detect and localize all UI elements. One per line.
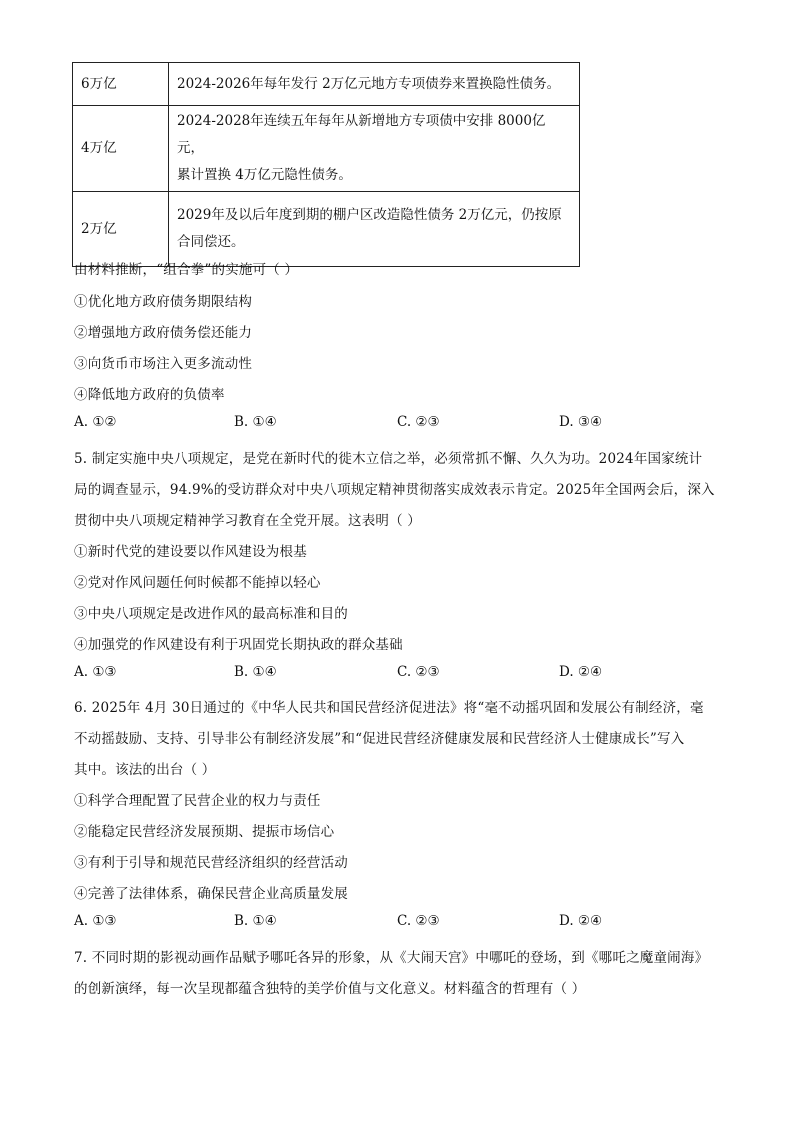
q5-options xyxy=(74,664,634,684)
amount-cell: 2万亿 xyxy=(73,192,169,267)
q4-item-4: ④降低地方政府的负债率 xyxy=(74,387,225,403)
q5-stem-line-1: 5. 制定实施中央八项规定，是党在新时代的徙木立信之举，必须常抓不懈、久久为功。2024年国家统计 xyxy=(74,451,703,467)
q6-item-4: ④完善了法律体系，确保民营企业高质量发展 xyxy=(74,886,348,902)
q6-options xyxy=(74,913,634,933)
table-row xyxy=(73,106,580,192)
option-c[interactable]: C. ②③ xyxy=(397,414,440,430)
option-b[interactable]: B. ①④ xyxy=(234,664,277,680)
option-d[interactable]: D. ③④ xyxy=(559,414,603,430)
description-cell xyxy=(169,106,580,192)
option-c[interactable]: C. ②③ xyxy=(397,664,440,680)
option-b[interactable]: B. ①④ xyxy=(234,414,277,430)
q7-stem-line-2: 的创新演绎，每一次呈现都蕴含独特的美学价值与文化意义。材料蕴含的哲理有（ ） xyxy=(74,981,586,997)
q5-item-3: ③中央八项规定是改进作风的最高标准和目的 xyxy=(74,606,348,622)
q7-stem-line-1: 7. 不同时期的影视动画作品赋予哪吒各异的形象，从《大闹天宫》中哪吒的登场，到《哪吒之魔童闹海》 xyxy=(74,950,709,966)
q4-options xyxy=(74,414,634,434)
description-line: 2029年及以后年度到期的棚户区改造隐性债务 2万亿元，仍按原 xyxy=(177,207,562,223)
table-row xyxy=(73,63,580,106)
q4-item-1: ①优化地方政府债务期限结构 xyxy=(74,294,253,310)
q5-stem-line-3: 贯彻中央八项规定精神学习教育在全党开展。这表明（ ） xyxy=(74,513,421,529)
option-b[interactable]: B. ①④ xyxy=(234,913,277,929)
q4-item-2: ②增强地方政府债务偿还能力 xyxy=(74,325,253,341)
description-line: 2024-2028年连续五年每年从新增地方专项债中安排 8000亿元， xyxy=(177,113,546,156)
description-cell xyxy=(169,63,580,106)
q4-stem: 由材料推断，“组合拳”的实施可（ ） xyxy=(74,262,299,278)
description-cell xyxy=(169,192,580,267)
option-a[interactable]: A. ①② xyxy=(74,414,117,430)
debt-replacement-table xyxy=(72,62,580,267)
option-a[interactable]: A. ①③ xyxy=(74,913,117,929)
option-d[interactable]: D. ②④ xyxy=(559,913,603,929)
q4-item-3: ③向货币市场注入更多流动性 xyxy=(74,356,253,372)
q6-stem-line-2: 不动摇鼓励、支持、引导非公有制经济发展”和“促进民营经济健康发展和民营经济人士健康成长”写入 xyxy=(74,731,685,747)
description-line: 累计置换 4万亿元隐性债务。 xyxy=(177,167,352,183)
q5-item-2: ②党对作风问题任何时候都不能掉以轻心 xyxy=(74,575,321,591)
q5-item-4: ④加强党的作风建设有利于巩固党长期执政的群众基础 xyxy=(74,637,403,653)
table-row xyxy=(73,192,580,267)
q6-stem-line-1: 6. 2025年 4月 30日通过的《中华人民共和国民营经济促进法》将“毫不动摇巩固和发展公有制经济，毫 xyxy=(74,700,704,716)
q5-stem-line-2: 局的调查显示，94.9%的受访群众对中央八项规定精神贯彻落实成效表示肯定。2025年全国两会后，深入 xyxy=(74,482,715,498)
amount-cell: 6万亿 xyxy=(73,63,169,106)
description-line: 2024-2026年每年发行 2万亿元地方专项债券来置换隐性债务。 xyxy=(177,75,561,92)
q6-item-3: ③有利于引导和规范民营经济组织的经营活动 xyxy=(74,855,348,871)
amount-cell: 4万亿 xyxy=(73,106,169,192)
q6-item-2: ②能稳定民营经济发展预期、提振市场信心 xyxy=(74,824,335,840)
option-c[interactable]: C. ②③ xyxy=(397,913,440,929)
option-a[interactable]: A. ①③ xyxy=(74,664,117,680)
option-d[interactable]: D. ②④ xyxy=(559,664,603,680)
q6-item-1: ①科学合理配置了民营企业的权力与责任 xyxy=(74,793,321,809)
q6-stem-line-3: 其中。该法的出台（ ） xyxy=(74,762,216,778)
description-line: 合同偿还。 xyxy=(177,234,245,250)
q5-item-1: ①新时代党的建设要以作风建设为根基 xyxy=(74,544,307,560)
